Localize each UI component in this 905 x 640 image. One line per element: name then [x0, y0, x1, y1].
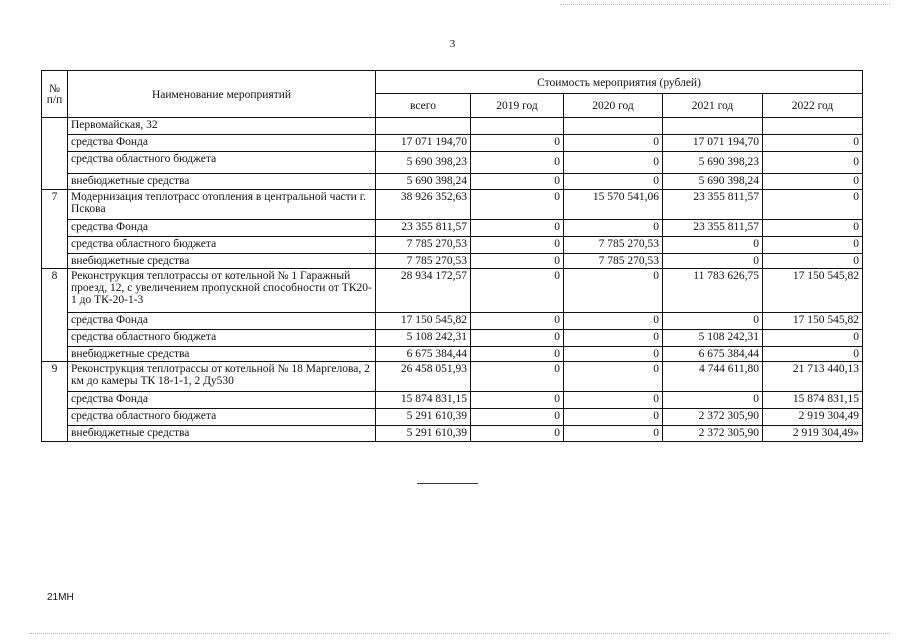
- value-2022: 0: [763, 254, 863, 269]
- value-total: 15 874 831,15: [376, 392, 471, 409]
- value-2022: 0: [763, 190, 863, 220]
- header-name: [68, 71, 376, 118]
- value-2022: [763, 118, 863, 135]
- value-total: 6 675 384,44: [376, 347, 471, 362]
- value-2019: 0: [471, 330, 564, 347]
- value-2021: 0: [663, 392, 763, 409]
- table-row: [42, 220, 863, 237]
- value-2020: 0: [564, 409, 663, 426]
- value-2020: 0: [564, 330, 663, 347]
- value-2020: 0: [564, 426, 663, 442]
- value-total: 17 150 545,82: [376, 313, 471, 330]
- row-number: 9: [42, 362, 68, 442]
- measure-name: Реконструкция теплотрассы от котельной № 1 Гаражный проезд, 12, с увеличением пропускной способности от ТК20-1 до ТК-20-1-3: [68, 269, 376, 313]
- table-row: [42, 362, 863, 392]
- scan-artifact-top: [560, 4, 890, 5]
- value-total: 28 934 172,57: [376, 269, 471, 313]
- row-number: 7: [42, 190, 68, 269]
- table-row: [42, 426, 863, 442]
- value-2020: 0: [564, 174, 663, 190]
- value-2022: 0: [763, 347, 863, 362]
- measure-name: средства Фонда: [68, 220, 376, 237]
- value-total: 5 108 242,31: [376, 330, 471, 347]
- page-number: 3: [449, 38, 456, 50]
- value-2021: 0: [663, 254, 763, 269]
- value-total: 5 291 610,39: [376, 409, 471, 426]
- value-total: 26 458 051,93: [376, 362, 471, 392]
- value-2021: [663, 118, 763, 135]
- value-2020: 0: [564, 152, 663, 174]
- value-total: 17 071 194,70: [376, 135, 471, 152]
- value-2022: 0: [763, 330, 863, 347]
- value-2022: 0: [763, 174, 863, 190]
- value-2019: 0: [471, 174, 564, 190]
- table-row: [42, 254, 863, 269]
- table-row: [42, 174, 863, 190]
- value-2020: 0: [564, 347, 663, 362]
- value-2019: 0: [471, 152, 564, 174]
- table-row: [42, 237, 863, 254]
- measure-name: Первомайская, 32: [68, 118, 376, 135]
- header-cost-label: Стоимость мероприятия (рублей): [537, 76, 701, 89]
- measure-name: средства областного бюджета: [68, 409, 376, 426]
- table-row: [42, 118, 863, 135]
- measure-name: Реконструкция теплотрассы от котельной № 18 Маргелова, 2 км до камеры ТК 18-1-1, 2 Ду530: [68, 362, 376, 392]
- value-2019: 0: [471, 269, 564, 313]
- value-2019: 0: [471, 426, 564, 442]
- value-2019: 0: [471, 362, 564, 392]
- value-2022: 15 874 831,15: [763, 392, 863, 409]
- value-2022: 0: [763, 220, 863, 237]
- value-2021: 5 690 398,23: [663, 152, 763, 174]
- header-2019: [471, 94, 564, 118]
- value-2019: 0: [471, 347, 564, 362]
- value-2019: 0: [471, 190, 564, 220]
- document-code: 21МН: [47, 592, 74, 603]
- value-2021: 0: [663, 237, 763, 254]
- measure-name: средства областного бюджета: [68, 152, 376, 174]
- value-2020: 7 785 270,53: [564, 237, 663, 254]
- header-2021-label: 2021 год: [691, 100, 734, 112]
- table-row: [42, 330, 863, 347]
- row-number: 8: [42, 269, 68, 362]
- value-2021: 6 675 384,44: [663, 347, 763, 362]
- value-2020: [564, 118, 663, 135]
- value-total: 5 690 398,23: [376, 152, 471, 174]
- value-2019: 0: [471, 313, 564, 330]
- value-2021: 23 355 811,57: [663, 220, 763, 237]
- table-row: [42, 313, 863, 330]
- table-body: [42, 118, 863, 442]
- header-name-label: Наименование мероприятий: [151, 88, 292, 101]
- value-2019: 0: [471, 254, 564, 269]
- value-total: 38 926 352,63: [376, 190, 471, 220]
- value-2021: 17 071 194,70: [663, 135, 763, 152]
- value-total: 7 785 270,53: [376, 237, 471, 254]
- measure-name: средства областного бюджета: [68, 330, 376, 347]
- value-2019: 0: [471, 135, 564, 152]
- value-total: 5 690 398,24: [376, 174, 471, 190]
- value-2022: 0: [763, 135, 863, 152]
- value-2019: 0: [471, 409, 564, 426]
- value-2022: 0: [763, 237, 863, 254]
- header-2022-label: 2022 год: [791, 100, 834, 112]
- value-2021: 0: [663, 313, 763, 330]
- header-cost: [376, 71, 863, 94]
- header-2020: [564, 94, 663, 118]
- measure-name: Модернизация теплотрасс отопления в центральной части г. Пскова: [68, 190, 376, 220]
- header-2021: [663, 94, 763, 118]
- value-2022: 21 713 440,13: [763, 362, 863, 392]
- measure-name: средства Фонда: [68, 392, 376, 409]
- value-2020: 0: [564, 313, 663, 330]
- value-2019: 0: [471, 237, 564, 254]
- value-total: 7 785 270,53: [376, 254, 471, 269]
- table-row: [42, 152, 863, 174]
- measure-name: средства Фонда: [68, 135, 376, 152]
- value-2021: 2 372 305,90: [663, 409, 763, 426]
- value-2020: 0: [564, 220, 663, 237]
- value-2019: 0: [471, 392, 564, 409]
- scan-artifact-bottom: [30, 633, 890, 634]
- value-2022: 0: [763, 152, 863, 174]
- table-row: [42, 269, 863, 313]
- value-2020: 15 570 541,06: [564, 190, 663, 220]
- row-number: [42, 118, 68, 190]
- value-2021: 5 690 398,24: [663, 174, 763, 190]
- table-row: [42, 409, 863, 426]
- value-2021: 23 355 811,57: [663, 190, 763, 220]
- value-2022: 2 919 304,49»: [763, 426, 863, 442]
- header-2022: [763, 94, 863, 118]
- value-2021: 2 372 305,90: [663, 426, 763, 442]
- table-row: [42, 392, 863, 409]
- value-2022: 2 919 304,49: [763, 409, 863, 426]
- value-total: 23 355 811,57: [376, 220, 471, 237]
- separator-line: [417, 483, 478, 484]
- header-total-label: всего: [410, 100, 436, 112]
- header-number-label: № п/п: [46, 82, 63, 106]
- value-2021: 11 783 626,75: [663, 269, 763, 313]
- header-number: [42, 71, 68, 118]
- value-2020: 7 785 270,53: [564, 254, 663, 269]
- table-row: [42, 190, 863, 220]
- measures-cost-table: [41, 70, 863, 442]
- value-2022: 17 150 545,82: [763, 269, 863, 313]
- value-2021: 4 744 611,80: [663, 362, 763, 392]
- value-2020: 0: [564, 392, 663, 409]
- value-2019: [471, 118, 564, 135]
- value-2020: 0: [564, 135, 663, 152]
- measure-name: внебюджетные средства: [68, 347, 376, 362]
- header-total: [376, 94, 471, 118]
- table-row: [42, 135, 863, 152]
- value-2020: 0: [564, 269, 663, 313]
- measure-name: средства областного бюджета: [68, 237, 376, 254]
- measure-name: внебюджетные средства: [68, 174, 376, 190]
- value-total: 5 291 610,39: [376, 426, 471, 442]
- value-2022: 17 150 545,82: [763, 313, 863, 330]
- measure-name: внебюджетные средства: [68, 254, 376, 269]
- measure-name: средства Фонда: [68, 313, 376, 330]
- value-2021: 5 108 242,31: [663, 330, 763, 347]
- measure-name: внебюджетные средства: [68, 426, 376, 442]
- table-row: [42, 347, 863, 362]
- value-2020: 0: [564, 362, 663, 392]
- header-2020-label: 2020 год: [592, 100, 634, 112]
- header-2019-label: 2019 год: [496, 100, 538, 112]
- value-total: [376, 118, 471, 135]
- value-2019: 0: [471, 220, 564, 237]
